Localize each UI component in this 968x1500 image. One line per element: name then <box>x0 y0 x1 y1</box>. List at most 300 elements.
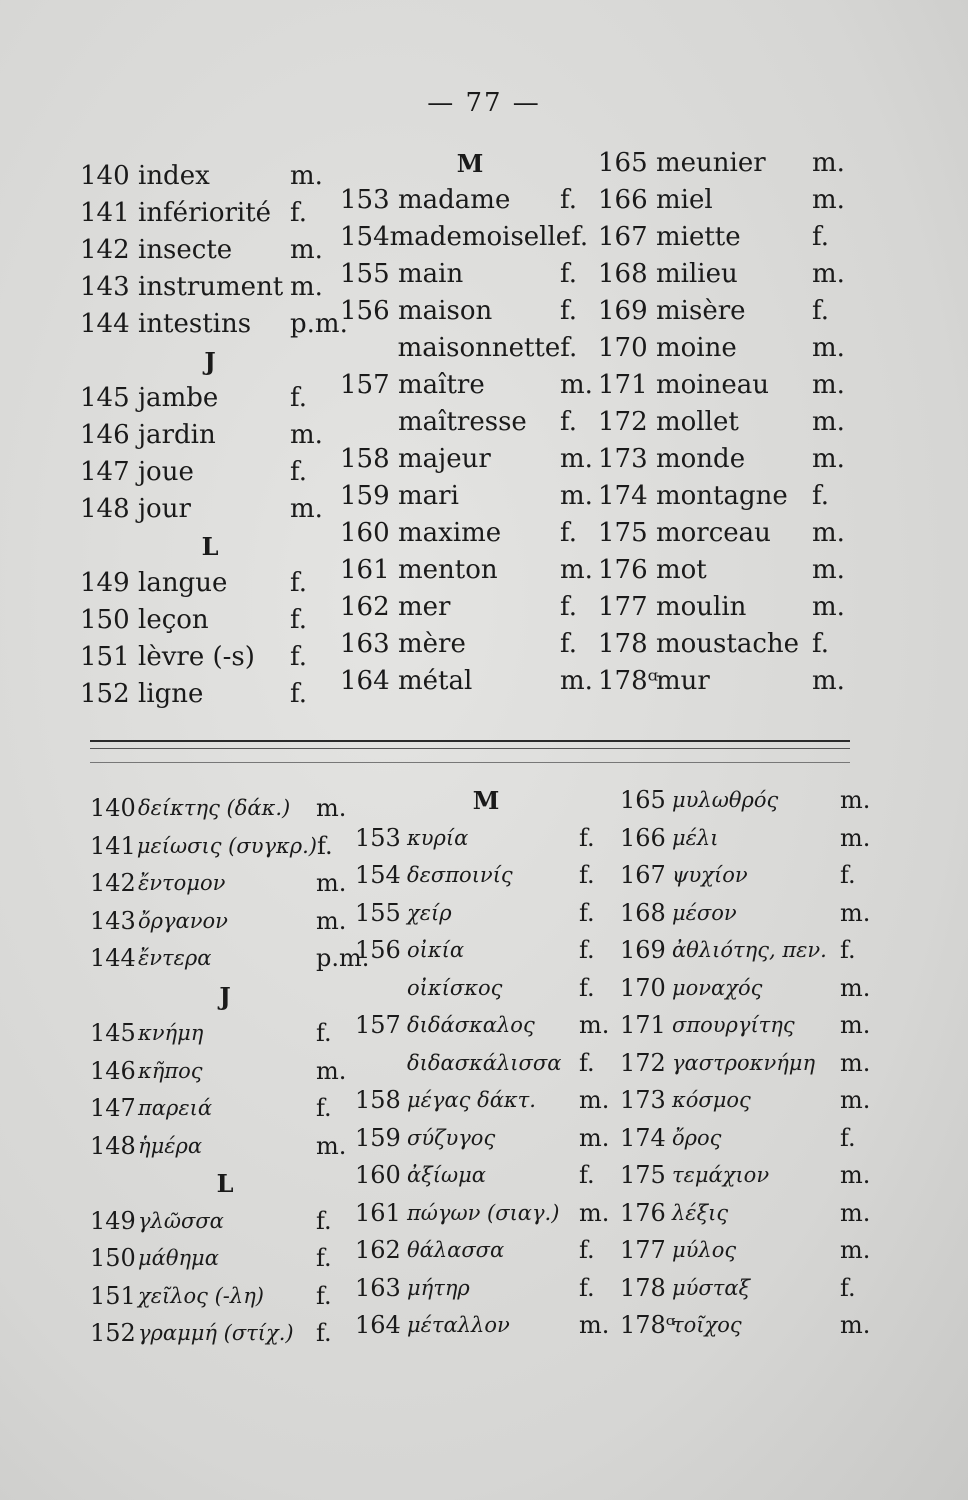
entry-word: μάθημα <box>138 1246 219 1270</box>
entry-gender: m. <box>579 1123 610 1152</box>
vocab-entry <box>355 1157 617 1195</box>
entry-num: 168 <box>598 259 648 289</box>
entry-gender: f. <box>840 1273 856 1302</box>
entry-num <box>340 330 398 367</box>
vocab-entry <box>620 1307 870 1345</box>
entry-gender: m. <box>812 185 845 215</box>
entry-word: μοναχός <box>672 975 763 1000</box>
vocab-entry <box>598 515 848 552</box>
vocab-entry <box>340 256 600 293</box>
entry-num: 153 <box>355 823 401 852</box>
entry-word: μύσταξ <box>672 1275 751 1300</box>
entry-word: γλῶσσα <box>138 1208 224 1233</box>
entry-word: leçon <box>138 605 209 635</box>
entry-num: 164 <box>340 666 390 696</box>
entry-word: ἀξίωμα <box>407 1163 486 1187</box>
entry-num: 173 <box>620 1086 666 1114</box>
entry-gender: m. <box>579 1198 610 1227</box>
entry-num: 140 <box>80 161 130 191</box>
vocab-entry <box>80 158 340 195</box>
entry-word: διδασκάλισσα <box>407 1050 562 1075</box>
entry-word: θάλασσα <box>407 1238 505 1262</box>
entry-word: ἔντερα <box>138 946 212 970</box>
entry-gender: m. <box>840 1311 871 1339</box>
entry-gender: m. <box>290 161 323 191</box>
entry-num: 163 <box>355 1273 401 1302</box>
entry-num: 142 <box>90 869 136 897</box>
entry-gender: f. <box>579 973 595 1002</box>
entry-gender: m. <box>579 1311 610 1339</box>
entry-word: κυρία <box>407 825 469 850</box>
divider-rule <box>90 740 850 742</box>
entry-gender: f. <box>316 1019 332 1047</box>
entry-gender: m. <box>560 666 593 696</box>
entry-word: γαστροκνήμη <box>672 1050 816 1075</box>
entry-word: infériorité <box>138 198 272 228</box>
entry-num: 170 <box>598 333 648 363</box>
entry-num: 178 <box>620 1273 666 1302</box>
entry-gender: f. <box>579 1273 595 1302</box>
entry-gender: m. <box>579 1086 610 1114</box>
entry-word: miette <box>656 222 741 252</box>
entry-gender: m. <box>316 1056 347 1085</box>
section-letter-label: J <box>204 347 216 376</box>
entry-num: 159 <box>340 481 390 511</box>
entry-num: 156 <box>340 296 390 326</box>
entry-word: λέξις <box>672 1200 729 1225</box>
entry-word: μέταλλον <box>407 1313 510 1337</box>
vocab-entry <box>340 626 600 663</box>
entry-num <box>355 1045 407 1083</box>
entry-num: 149 <box>80 568 130 598</box>
entry-word: κνήμη <box>138 1021 204 1045</box>
entry-num: 165 <box>598 148 648 178</box>
entry-gender: m. <box>840 973 871 1002</box>
entry-gender: p.m. <box>290 309 348 339</box>
entry-gender: f. <box>316 1094 332 1122</box>
entry-num: 144 <box>90 944 136 972</box>
vocab-entry <box>620 932 870 970</box>
french-column-2 <box>340 145 600 700</box>
entry-word: jambe <box>138 383 219 413</box>
entry-gender: f. <box>840 861 856 889</box>
entry-word: menton <box>398 555 498 585</box>
vocab-entry <box>620 1195 870 1233</box>
entry-num: 160 <box>355 1161 401 1189</box>
entry-word: insecte <box>138 235 233 265</box>
section-letter-label: L <box>216 1169 234 1198</box>
entry-word: langue <box>138 568 228 598</box>
entry-num: 163 <box>340 629 390 659</box>
entry-gender: m. <box>840 1086 871 1114</box>
entry-gender: m. <box>290 235 323 265</box>
entry-word: ἔντομον <box>138 871 226 895</box>
vocab-entry <box>355 820 617 858</box>
vocab-entry <box>620 782 870 820</box>
entry-num: 155 <box>340 259 390 289</box>
entry-num: 140 <box>90 794 136 822</box>
entry-gender: f. <box>290 679 307 709</box>
vocab-entry <box>80 380 340 417</box>
entry-gender: f. <box>316 1281 332 1310</box>
entry-word: κόσμος <box>672 1088 751 1112</box>
entry-num: 146 <box>80 420 130 450</box>
entry-word: χεῖλος (-λη) <box>138 1283 264 1308</box>
french-column-1 <box>80 158 348 713</box>
entry-gender: m. <box>316 906 347 935</box>
vocab-entry <box>598 626 848 663</box>
entry-word: ἡμέρα <box>138 1133 203 1158</box>
entry-gender: m. <box>840 823 871 852</box>
entry-word: τοῖχος <box>672 1313 742 1337</box>
section-letter <box>340 145 600 182</box>
entry-gender: f. <box>290 383 307 413</box>
entry-num: 160 <box>340 518 390 548</box>
entry-num: 174 <box>620 1123 666 1152</box>
entry-num: 167 <box>620 861 666 889</box>
entry-num: 150 <box>90 1244 136 1272</box>
entry-num: 154 <box>340 222 390 252</box>
vocab-entry <box>598 330 848 367</box>
entry-gender: m. <box>840 1048 871 1077</box>
entry-gender: f. <box>579 898 595 927</box>
entry-word: moustache <box>656 629 800 659</box>
entry-gender: f. <box>290 198 307 228</box>
vocab-entry <box>355 932 617 970</box>
entry-gender: m. <box>812 444 845 474</box>
entry-num: 176 <box>620 1198 666 1227</box>
entry-num: 171 <box>620 1011 666 1039</box>
entry-gender: m. <box>812 518 845 548</box>
vocab-entry <box>90 940 370 978</box>
entry-gender: f. <box>560 296 577 326</box>
vocab-entry <box>355 1232 617 1270</box>
entry-num: 177 <box>598 592 648 622</box>
vocab-entry <box>355 857 617 895</box>
entry-gender: f. <box>812 296 829 326</box>
entry-gender: f. <box>290 568 307 598</box>
entry-gender: m. <box>840 1198 871 1227</box>
vocab-entry <box>355 895 617 933</box>
vocab-entry <box>620 1270 870 1308</box>
entry-num: 168 <box>620 898 666 927</box>
entry-gender: m. <box>560 555 593 585</box>
entry-gender: f. <box>316 1319 332 1347</box>
section-letter-label: J <box>219 981 231 1011</box>
entry-num: 143 <box>80 272 130 302</box>
entry-word: ὄρος <box>672 1125 722 1150</box>
page-number: — 77 — <box>427 88 541 118</box>
vocab-entry <box>355 1195 617 1233</box>
entry-num: 166 <box>620 823 666 852</box>
vocab-entry <box>80 676 340 713</box>
entry-num: 148 <box>80 494 130 524</box>
entry-word: μύλος <box>672 1238 737 1262</box>
vocab-entry <box>598 404 848 441</box>
entry-num <box>355 970 407 1008</box>
entry-num: 145 <box>90 1019 136 1047</box>
entry-num: 141 <box>90 831 136 860</box>
entry-word: σπουργίτης <box>672 1013 795 1037</box>
section-letter <box>80 343 340 380</box>
entry-num: 178ᵅ <box>598 666 659 696</box>
entry-gender: m. <box>316 1131 347 1160</box>
entry-gender: m. <box>812 592 845 622</box>
entry-gender: f. <box>812 629 829 659</box>
entry-word: μέγας δάκτ. <box>407 1088 536 1112</box>
entry-num: 175 <box>620 1161 666 1189</box>
entry-word: διδάσκαλος <box>407 1013 535 1037</box>
entry-gender: f. <box>290 605 307 635</box>
entry-word: index <box>138 161 210 191</box>
entry-num: 177 <box>620 1236 666 1264</box>
entry-gender: f. <box>290 642 307 672</box>
vocab-entry <box>598 552 848 589</box>
entry-gender: m. <box>812 333 845 363</box>
entry-word: mari <box>398 481 459 511</box>
entry-word: πώγων (σιαγ.) <box>407 1200 560 1225</box>
entry-gender: m. <box>560 481 593 511</box>
entry-gender: f. <box>290 457 307 487</box>
entry-word: montagne <box>656 481 788 511</box>
entry-word: majeur <box>398 444 491 474</box>
entry-gender: m. <box>316 794 347 822</box>
vocab-entry <box>80 195 340 232</box>
entry-num: 166 <box>598 185 648 215</box>
entry-word: joue <box>138 457 194 487</box>
entry-num: 141 <box>80 198 130 228</box>
entry-word: miel <box>656 185 713 215</box>
entry-num: 145 <box>80 383 130 413</box>
entry-word: intestins <box>138 309 252 339</box>
entry-word: mademoiselle <box>389 222 572 252</box>
vocab-entry <box>598 478 848 515</box>
vocab-entry <box>340 663 600 700</box>
entry-num: 151 <box>90 1281 136 1310</box>
entry-num: 152 <box>80 679 130 709</box>
entry-num: 154 <box>355 861 401 889</box>
entry-word: madame <box>398 185 511 215</box>
entry-gender: f. <box>560 518 577 548</box>
vocab-entry <box>355 1120 617 1158</box>
entry-gender: m. <box>812 370 845 400</box>
entry-gender: f. <box>560 259 577 289</box>
entry-num: 157 <box>340 370 390 400</box>
entry-gender: m. <box>316 869 347 897</box>
entry-num: 148 <box>90 1131 136 1160</box>
entry-word: μυλωθρός <box>672 788 779 812</box>
section-letter-label: M <box>472 786 500 815</box>
vocab-entry <box>80 417 340 454</box>
section-letter <box>90 1165 360 1203</box>
entry-num: 167 <box>598 222 648 252</box>
entry-gender: m. <box>290 420 323 450</box>
vocab-entry <box>355 1007 617 1045</box>
entry-word: métal <box>398 666 473 696</box>
entry-gender: f. <box>571 222 589 252</box>
entry-word: μήτηρ <box>407 1275 470 1300</box>
entry-num: 155 <box>355 898 401 927</box>
entry-word: μέλι <box>672 825 719 850</box>
vocab-entry <box>80 639 340 676</box>
entry-gender: f. <box>560 407 577 437</box>
entry-num: 153 <box>340 185 390 215</box>
vocab-entry <box>80 306 348 343</box>
vocab-entry <box>620 970 870 1008</box>
section-letter-label: L <box>201 532 219 561</box>
entry-gender: f. <box>579 861 595 889</box>
entry-num: 151 <box>80 642 130 672</box>
entry-word: mot <box>656 555 707 585</box>
entry-num: 173 <box>598 444 648 474</box>
entry-num: 157 <box>355 1011 401 1039</box>
entry-gender: m. <box>812 259 845 289</box>
entry-num: 143 <box>90 906 136 935</box>
entry-word: milieu <box>656 259 738 289</box>
entry-num: 164 <box>355 1311 401 1339</box>
entry-word: jardin <box>138 420 216 450</box>
entry-word: morceau <box>656 518 771 548</box>
entry-word: jour <box>138 494 191 524</box>
entry-gender: f. <box>579 1048 595 1077</box>
entry-num: 172 <box>598 407 648 437</box>
entry-word: χείρ <box>407 900 452 925</box>
vocab-entry <box>620 1157 870 1195</box>
divider-rule <box>90 762 850 763</box>
vocab-entry <box>620 1232 870 1270</box>
entry-gender: f. <box>812 222 829 252</box>
entry-gender: m. <box>840 1011 871 1039</box>
section-letter <box>80 528 340 565</box>
vocab-entry <box>355 1045 617 1083</box>
divider-rule <box>90 748 850 749</box>
vocab-entry <box>355 1270 617 1308</box>
entry-num: 156 <box>355 936 401 964</box>
greek-column-1 <box>90 790 370 1353</box>
entry-gender: f. <box>812 481 829 511</box>
entry-gender: f. <box>560 629 577 659</box>
entry-num: 174 <box>598 481 648 511</box>
entry-num: 142 <box>80 235 130 265</box>
entry-num: 147 <box>90 1094 136 1122</box>
vocab-entry <box>620 820 870 858</box>
section-letter-label: M <box>456 149 484 178</box>
entry-gender: m. <box>290 494 323 524</box>
entry-word: ψυχίον <box>672 863 748 887</box>
entry-word: lèvre (-s) <box>138 642 255 672</box>
vocab-entry <box>340 219 600 256</box>
entry-gender: f. <box>560 185 577 215</box>
vocab-entry <box>355 1082 617 1120</box>
entry-word: maître <box>398 370 485 400</box>
entry-word: meunier <box>656 148 766 178</box>
entry-gender: f. <box>560 592 577 622</box>
entry-word: ὄργανον <box>138 908 228 933</box>
entry-word: σύζυγος <box>407 1125 496 1150</box>
entry-gender: f. <box>579 936 595 964</box>
section-letter <box>90 978 360 1016</box>
entry-word: γραμμή (στίχ.) <box>138 1321 294 1345</box>
vocab-entry <box>90 1203 360 1241</box>
entry-word: maxime <box>398 518 502 548</box>
entry-word: δείκτης (δάκ.) <box>138 796 291 820</box>
entry-word: moine <box>656 333 737 363</box>
entry-word: οἰκίσκος <box>407 975 503 1000</box>
entry-word: ligne <box>138 679 204 709</box>
entry-word: mer <box>398 592 451 622</box>
entry-num: 162 <box>355 1236 401 1264</box>
entry-word: οἰκία <box>407 938 465 962</box>
vocab-entry <box>355 1307 617 1345</box>
section-letter <box>355 782 617 820</box>
entry-num: 144 <box>80 309 130 339</box>
vocab-entry <box>90 1090 360 1128</box>
entry-gender: p.m. <box>316 944 370 972</box>
entry-num: 172 <box>620 1048 666 1077</box>
entry-word: maison <box>398 296 493 326</box>
entry-word: μέσον <box>672 900 737 925</box>
entry-word: instrument <box>138 272 284 302</box>
entry-num: 178 <box>598 629 648 659</box>
vocab-entry <box>90 903 360 941</box>
entry-word: mollet <box>656 407 739 437</box>
vocab-entry <box>90 865 360 903</box>
vocab-entry <box>80 232 340 269</box>
vocab-entry <box>90 1053 360 1091</box>
vocab-entry <box>620 895 870 933</box>
vocab-entry <box>340 182 600 219</box>
entry-word: mère <box>398 629 466 659</box>
entry-word: moulin <box>656 592 747 622</box>
vocab-entry <box>340 293 600 330</box>
entry-num: 161 <box>340 555 390 585</box>
entry-num: 178ᵅ <box>620 1311 676 1339</box>
entry-gender: f. <box>316 1244 332 1272</box>
entry-num: 159 <box>355 1123 401 1152</box>
entry-gender: m. <box>560 370 593 400</box>
entry-num: 176 <box>598 555 648 585</box>
entry-word: κῆπος <box>138 1058 203 1083</box>
entry-word: τεμάχιον <box>672 1163 770 1187</box>
greek-column-3 <box>620 782 870 1345</box>
vocab-entry <box>340 478 600 515</box>
entry-word: monde <box>656 444 746 474</box>
entry-gender: f. <box>840 1123 856 1152</box>
entry-word: maîtresse <box>398 407 527 437</box>
vocab-entry <box>598 145 848 182</box>
vocab-entry <box>90 1015 360 1053</box>
entry-word: main <box>398 259 464 289</box>
entry-num: 146 <box>90 1056 136 1085</box>
entry-gender: m. <box>812 407 845 437</box>
vocab-entry <box>598 663 848 700</box>
vocab-entry <box>80 454 340 491</box>
vocab-entry <box>598 182 848 219</box>
vocab-entry <box>355 970 617 1008</box>
vocab-entry <box>620 1120 870 1158</box>
entry-gender: f. <box>316 1206 332 1235</box>
entry-word: moineau <box>656 370 770 400</box>
vocab-entry <box>340 367 600 404</box>
vocab-entry <box>598 293 848 330</box>
entry-gender: f. <box>579 823 595 852</box>
vocab-entry <box>340 552 600 589</box>
entry-gender: m. <box>560 444 593 474</box>
entry-num: 149 <box>90 1206 136 1235</box>
entry-word: maisonnette <box>397 333 561 363</box>
entry-num: 171 <box>598 370 648 400</box>
entry-word: δεσποινίς <box>407 863 513 887</box>
